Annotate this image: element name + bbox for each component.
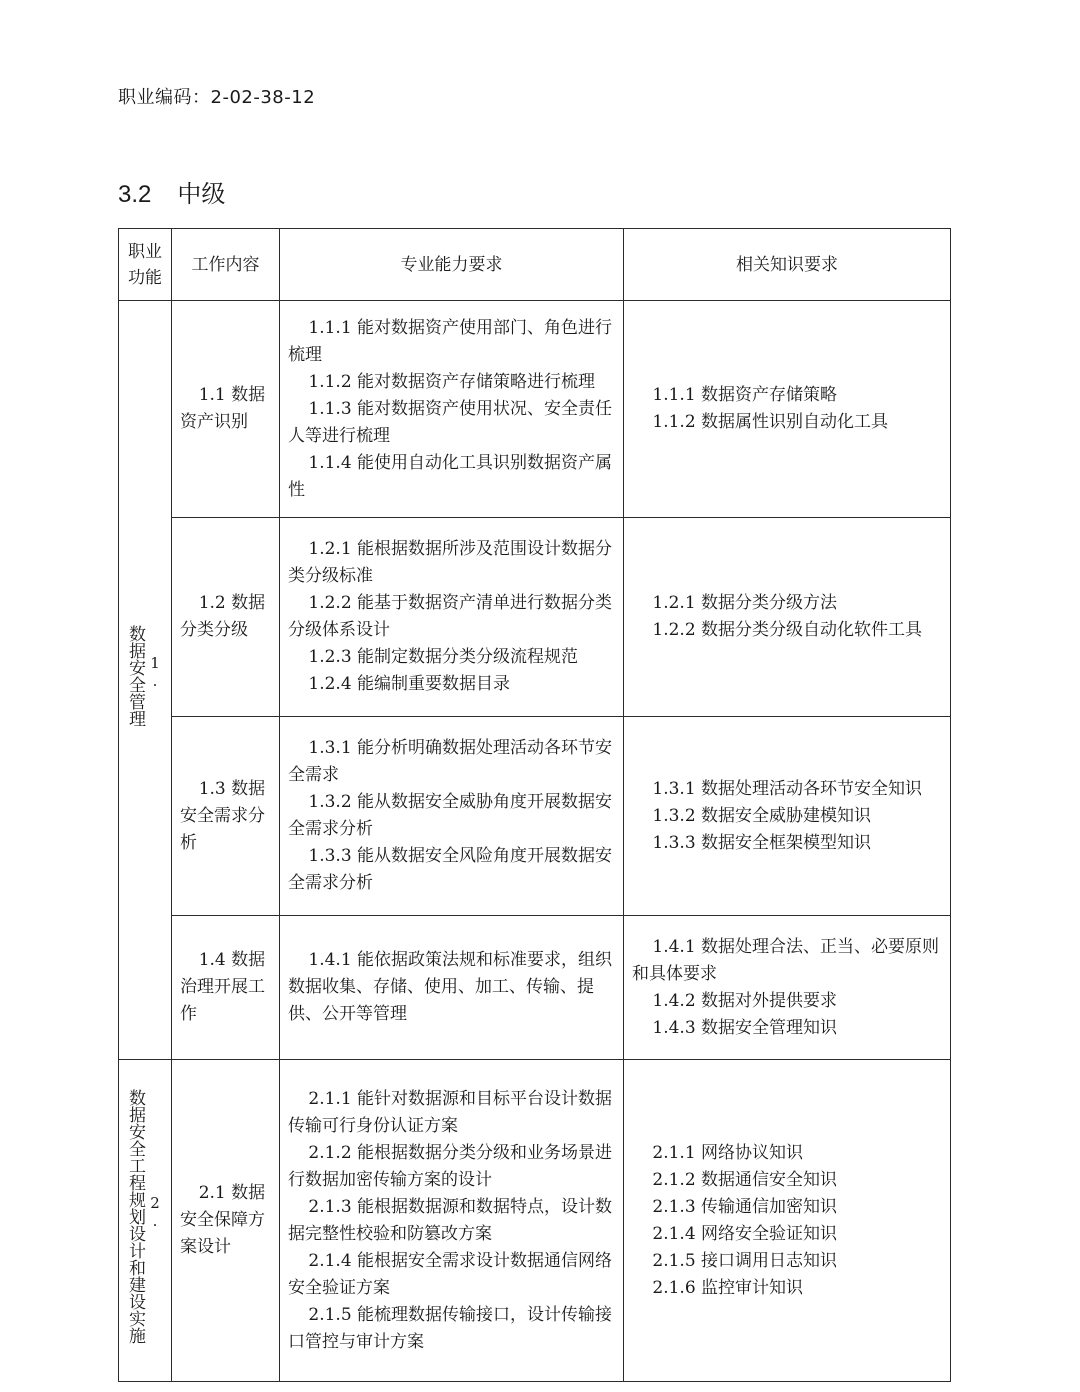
table-row <box>119 301 951 518</box>
table-row <box>119 518 951 717</box>
table-header-row <box>119 229 951 301</box>
work-content-cell: 1.4 数据治理开展工作 <box>172 916 280 1060</box>
table-row <box>119 1060 951 1382</box>
function-label: 2. 数据安全工程规划设计和建设实施 <box>125 1088 164 1344</box>
function-cell <box>119 1060 172 1382</box>
work-content-cell: 1.1 数据资产识别 <box>172 301 280 518</box>
header-skills: 专业能力要求 <box>280 229 624 301</box>
knowledge-cell: 2.1.1 网络协议知识 2.1.2 数据通信安全知识 2.1.3 传输通信加密知识 2.1.4 网络安全验证知识 2.1.5 接口调用日志知识 2.1.6 监控审计知识 <box>624 1060 951 1382</box>
work-content-cell: 2.1 数据安全保障方案设计 <box>172 1060 280 1382</box>
skills-cell: 2.1.1 能针对数据源和目标平台设计数据传输可行身份认证方案 2.1.2 能根据数据分类分级和业务场景进行数据加密传输方案的设计 2.1.3 能根据数据源和数据特点，设计数据完整性校验和防篡改方案 2.1.4 能根据安全需求设计数据通信网络安全验证方案 2.1.5 能梳理数据传输接口，设计传输接口管控与审计方案 <box>280 1060 624 1382</box>
section-number: 3.2 <box>118 181 152 208</box>
header-knowledge: 相关知识要求 <box>624 229 951 301</box>
table-row <box>119 717 951 916</box>
header-function: 职业功能 <box>119 229 172 301</box>
section-heading <box>118 174 225 209</box>
section-title: 中级 <box>177 180 226 208</box>
knowledge-cell: 1.1.1 数据资产存储策略 1.1.2 数据属性识别自动化工具 <box>624 301 951 518</box>
function-label: 1. 数据安全管理 <box>125 624 164 727</box>
header-work: 工作内容 <box>172 229 280 301</box>
knowledge-cell: 1.4.1 数据处理合法、正当、必要原则和具体要求 1.4.2 数据对外提供要求 1.4.3 数据安全管理知识 <box>624 916 951 1060</box>
occupation-code: 职业编码：2-02-38-12 <box>118 87 316 108</box>
work-content-cell: 1.2 数据分类分级 <box>172 518 280 717</box>
work-content-cell: 1.3 数据安全需求分析 <box>172 717 280 916</box>
skills-cell: 1.3.1 能分析明确数据处理活动各环节安全需求 1.3.2 能从数据安全威胁角度开展数据安全需求分析 1.3.3 能从数据安全风险角度开展数据安全需求分析 <box>280 717 624 916</box>
knowledge-cell: 1.2.1 数据分类分级方法 1.2.2 数据分类分级自动化软件工具 <box>624 518 951 717</box>
table-row <box>119 916 951 1060</box>
function-cell <box>119 301 172 1060</box>
skills-cell: 1.1.1 能对数据资产使用部门、角色进行梳理 1.1.2 能对数据资产存储策略进行梳理 1.1.3 能对数据资产使用状况、安全责任人等进行梳理 1.1.4 能使用自动化工具识别数据资产属性 <box>280 301 624 518</box>
skills-cell: 1.2.1 能根据数据所涉及范围设计数据分类分级标准 1.2.2 能基于数据资产清单进行数据分类分级体系设计 1.2.3 能制定数据分类分级流程规范 1.2.4 能编制重要数据目录 <box>280 518 624 717</box>
knowledge-cell: 1.3.1 数据处理活动各环节安全知识 1.3.2 数据安全威胁建模知识 1.3.3 数据安全框架模型知识 <box>624 717 951 916</box>
competency-table <box>118 228 951 1382</box>
skills-cell: 1.4.1 能依据政策法规和标准要求，组织数据收集、存储、使用、加工、传输、提供、公开等管理 <box>280 916 624 1060</box>
